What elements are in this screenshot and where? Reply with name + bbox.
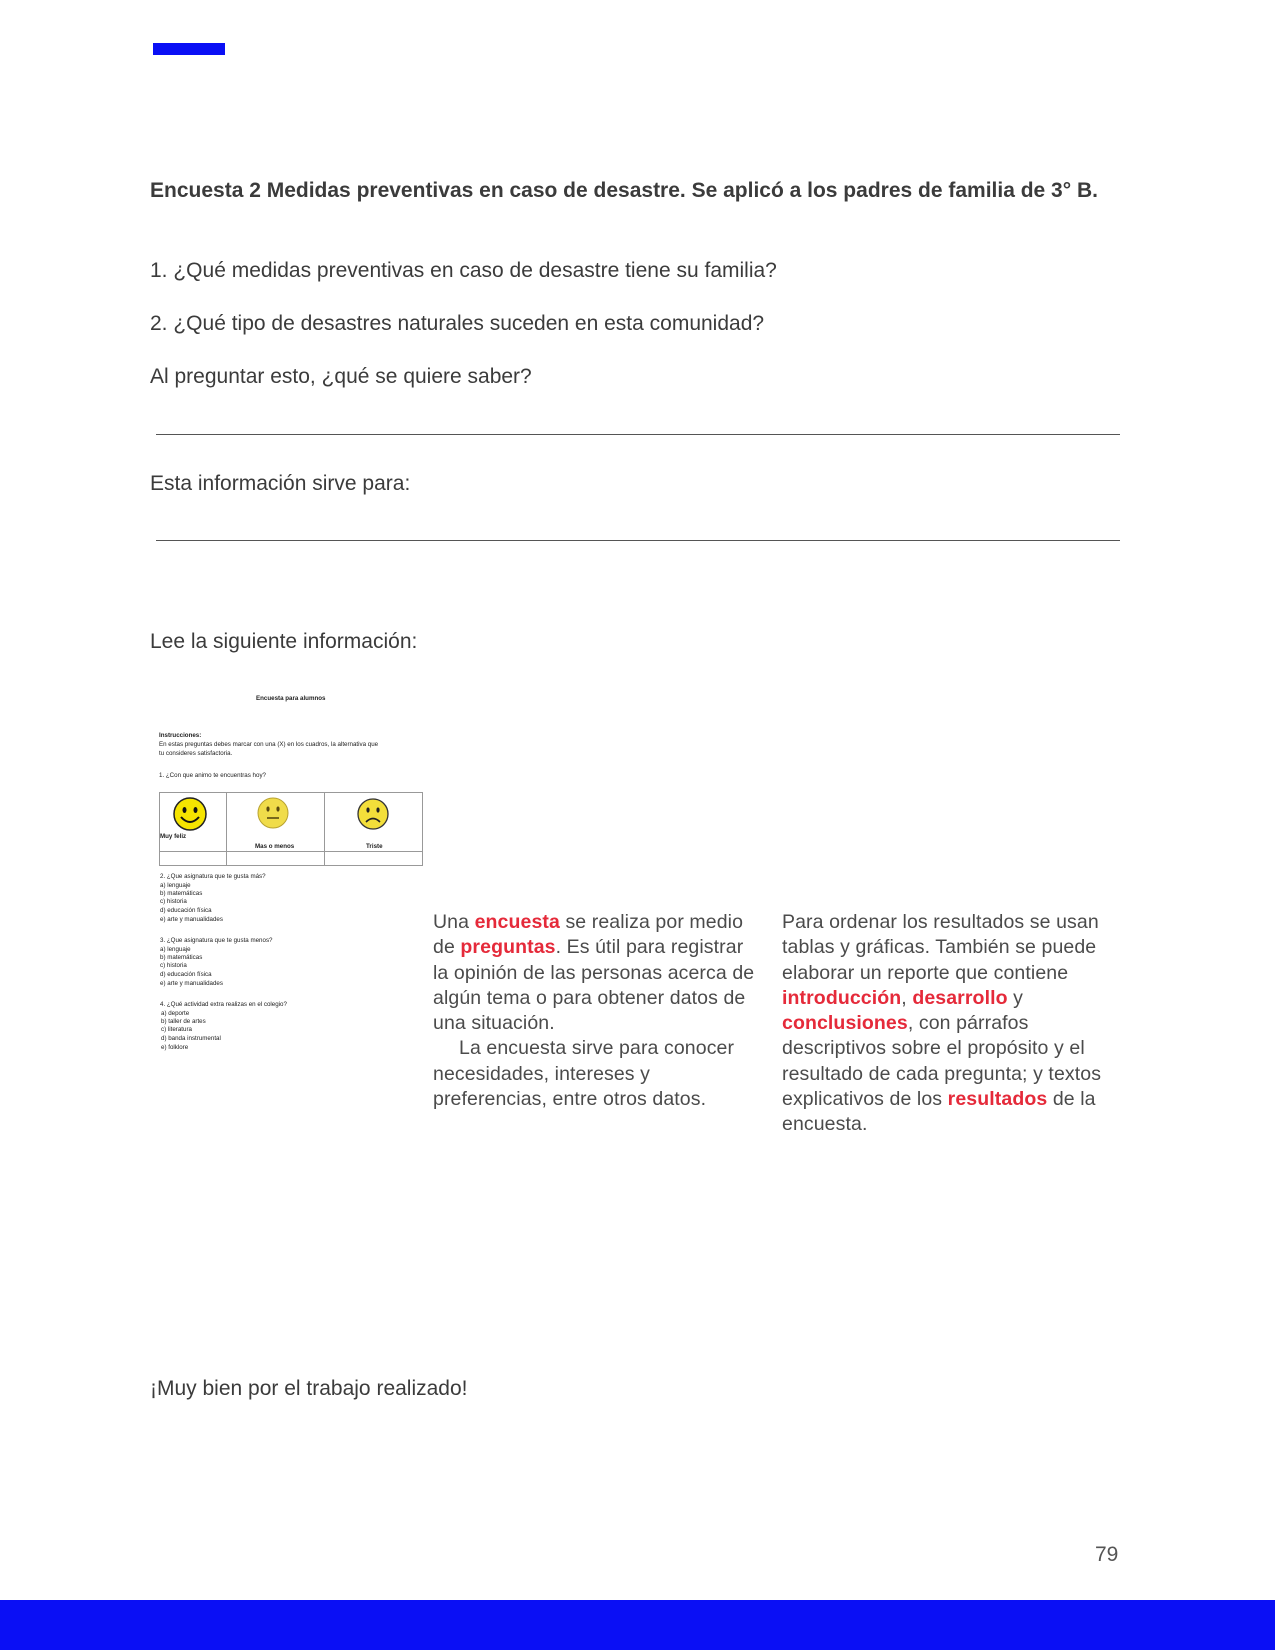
figure-instructions-line-1: En estas preguntas debes marcar con una (X) en los cuadros, la alternativa que (159, 741, 379, 748)
figure-q2-option: a) lenguaje (160, 882, 191, 889)
figure-question-2: 2. ¿Que asignatura que te gusta más? (160, 873, 266, 880)
answer-line-2[interactable] (156, 540, 1120, 541)
term-encuesta: encuesta (474, 911, 560, 933)
neutral-face-icon (256, 796, 290, 830)
figure-q4-option: a) deporte (161, 1010, 190, 1017)
column1-paragraph-1: Una encuesta se realiza por medio de preguntas. Es útil para registrar la opinión de las personas acerca de algún tema o para obtener datos de una situación. (433, 911, 755, 1035)
header-accent-bar (153, 43, 225, 55)
survey-title: Encuesta 2 Medidas preventivas en caso de desastre. Se aplicó a los padres de familia de 3° B. (150, 179, 1098, 202)
figure-q3-option: c) historia (160, 962, 187, 969)
survey-sample-figure (155, 690, 425, 1070)
prompt-info-purpose: Esta información sirve para: (150, 472, 411, 495)
happy-face-icon (172, 796, 208, 832)
term-preguntas: preguntas (460, 936, 556, 959)
survey-question-1: 1. ¿Qué medidas preventivas en caso de desastre tiene su familia? (150, 259, 777, 282)
figure-q4-option: b) taller de artes (161, 1018, 206, 1025)
figure-q3-option: d) educación física (160, 971, 212, 978)
term-resultados: resultados (947, 1088, 1048, 1111)
term-desarrollo: desarrollo (912, 986, 1008, 1009)
sad-face-icon (356, 797, 390, 831)
figure-question-1: 1. ¿Con que animo te encuentras hoy? (159, 772, 266, 779)
figure-instructions-label: Instrucciones: (159, 732, 202, 739)
figure-title: Encuesta para alumnos (256, 695, 326, 702)
figure-q2-option: d) educación física (160, 907, 212, 914)
footer-accent-bar (0, 1600, 1275, 1650)
face-label-neutral: Mas o menos (255, 843, 295, 850)
figure-q3-option: a) lenguaje (160, 946, 191, 953)
column1-paragraph-2: La encuesta sirve para conocer necesidades, intereses y preferencias, entre otros datos. (433, 1037, 735, 1111)
figure-q3-option: b) matemáticas (160, 954, 203, 961)
figure-question-3: 3. ¿Que asignatura que te gusta menos? (160, 937, 273, 944)
answer-line-1[interactable] (156, 434, 1120, 435)
info-column-1 (433, 910, 763, 1112)
figure-question-4: 4. ¿Qué actividad extra realizas en el colegio? (160, 1001, 287, 1008)
survey-question-2: 2. ¿Qué tipo de desastres naturales suceden en esta comunidad? (150, 312, 765, 335)
figure-q3-option: e) arte y manualidades (160, 980, 223, 987)
column2-paragraph: Para ordenar los resultados se usan tablas y gráficas. También se puede elaborar un reporte que contiene introducción, desarrollo y conclusiones, con párrafos descriptivos sobre el propósito y el resultado de cada pregunta; y textos explicativos de los resultados de la encuesta. (782, 911, 1102, 1136)
prompt-what-to-know: Al preguntar esto, ¿qué se quiere saber? (150, 365, 532, 388)
figure-q4-option: e) folklore (161, 1044, 189, 1051)
figure-q2-option: e) arte y manualidades (160, 916, 223, 923)
page-number: 79 (1095, 1543, 1119, 1566)
closing-message: ¡Muy bien por el trabajo realizado! (150, 1377, 468, 1400)
info-column-2 (782, 910, 1132, 1138)
term-conclusiones: conclusiones (782, 1012, 908, 1035)
term-introduccion: introducción (782, 986, 902, 1009)
figure-q2-option: c) historia (160, 898, 187, 905)
face-label-sad: Triste (366, 843, 383, 850)
figure-q4-option: d) banda instrumental (161, 1035, 221, 1042)
figure-q4-option: c) literatura (161, 1026, 192, 1033)
read-label: Lee la siguiente información: (150, 630, 418, 653)
figure-q2-option: b) matemáticas (160, 890, 203, 897)
figure-instructions-line-2: tu consideres satisfactoria. (159, 750, 233, 757)
face-label-happy: Muy feliz (160, 833, 187, 840)
